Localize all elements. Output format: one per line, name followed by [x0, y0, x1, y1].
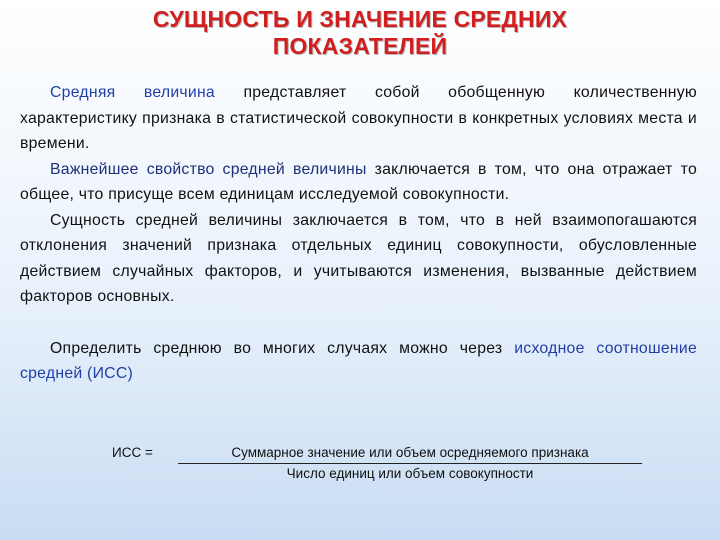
- paragraph-spacer: [20, 310, 697, 336]
- formula-fraction: [178, 444, 642, 483]
- formula-lhs: ИСС =: [112, 445, 153, 460]
- slide-title-line-1: СУЩНОСТЬ И ЗНАЧЕНИЕ СРЕДНИХ: [152, 6, 568, 32]
- paragraph-essence: [20, 208, 697, 310]
- paragraph-iss-text: Определить среднюю во многих случаях можно через: [50, 339, 515, 357]
- slide-title: [0, 6, 720, 60]
- term-iss: исходное соотношение средней (ИСС): [20, 339, 697, 382]
- formula-denominator: Число единиц или объем совокупности: [286, 466, 534, 481]
- paragraph-definition: [20, 80, 697, 157]
- term-key-property: Важнейшее свойство средней величины: [50, 160, 367, 178]
- paragraph-essence-text: Сущность средней величины заключается в том, что в ней взаимопогашаются отклонения значений признака отдельных единиц совокупности, обусловленные действием случайных факторов, и учитываются изменения, вызванные действием факторов основных.: [20, 211, 697, 305]
- iss-formula: [112, 444, 672, 488]
- paragraph-definition-text: представляет собой обобщенную количественную характеристику признака в статистической совокупности в конкретных условиях места и времени.: [20, 84, 698, 152]
- paragraph-property-text: заключается в том, что она отражает то общее, что присуще всем единицам исследуемой совокупности.: [20, 160, 698, 203]
- paragraph-iss: [20, 336, 697, 387]
- paragraph-property: [20, 157, 697, 208]
- slide-body: [20, 80, 697, 387]
- formula-numerator: Суммарное значение или объем осредняемого признака: [178, 444, 642, 464]
- term-average-value: Средняя величина: [50, 84, 215, 101]
- slide-title-line-2: ПОКАЗАТЕЛЕЙ: [272, 33, 448, 59]
